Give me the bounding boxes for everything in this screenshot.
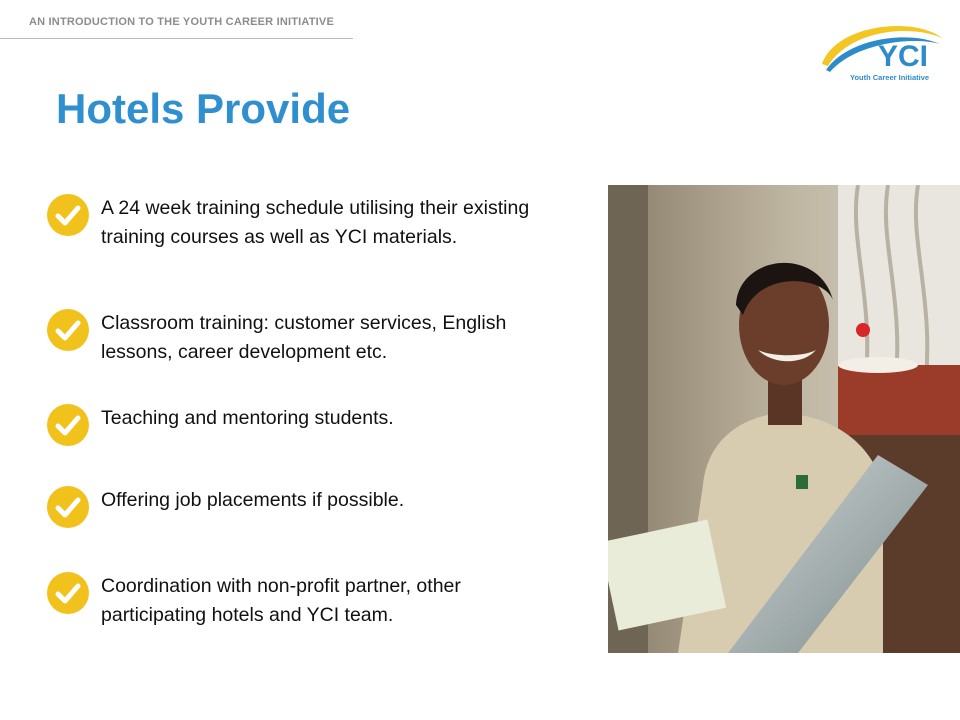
kicker-divider — [0, 38, 353, 39]
slide-kicker: AN INTRODUCTION TO THE YOUTH CAREER INITIATIVE — [29, 16, 334, 28]
check-icon — [47, 572, 89, 614]
bullet-text: Offering job placements if possible. — [101, 489, 405, 511]
trainee-photo — [608, 185, 960, 653]
bullet-text: A 24 week training schedule utilising their existing training courses as well as YCI materials. — [101, 197, 530, 248]
logo-tagline: Youth Career Initiative — [850, 73, 930, 82]
bullet-text: Classroom training: customer services, English lessons, career development etc. — [101, 312, 507, 363]
logo-wordmark: YCI — [878, 40, 929, 73]
yci-logo — [818, 18, 946, 90]
check-icon — [47, 486, 89, 528]
bullet-text: Coordination with non-profit partner, other participating hotels and YCI team. — [101, 575, 461, 626]
check-icon — [47, 309, 89, 351]
bullet-text: Teaching and mentoring students. — [101, 407, 394, 429]
check-icon — [47, 404, 89, 446]
slide-title: Hotels Provide — [56, 85, 351, 132]
check-icon — [47, 194, 89, 236]
